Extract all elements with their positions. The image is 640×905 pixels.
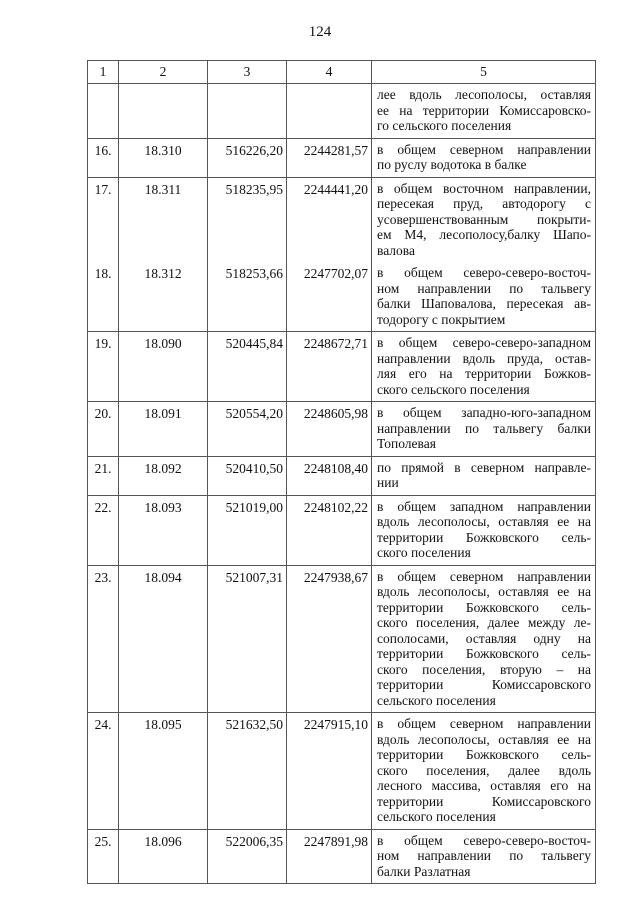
column-header-1: 1: [88, 61, 119, 84]
table-header-row: [88, 61, 596, 84]
coordinate-y: 2248605,98: [287, 402, 372, 457]
description-line: лее вдоль лесополосы, оставляя: [377, 87, 591, 102]
description-line: вдоль лесополосы, оставляя ее на: [377, 514, 591, 529]
point-id: 18.311: [119, 177, 208, 262]
description-line: в общем северо-северо-восточ-: [377, 832, 591, 848]
table-row: [88, 138, 596, 177]
point-id: 18.091: [119, 402, 208, 457]
table-row: [88, 456, 596, 495]
description-line: территории Божковского сель-: [377, 599, 591, 615]
point-id: 18.096: [119, 829, 208, 884]
description-line: сельского поселения: [377, 809, 496, 824]
point-id: 18.095: [119, 713, 208, 830]
coordinate-x: 522006,35: [208, 829, 287, 884]
coordinate-x: 516226,20: [208, 138, 287, 177]
table-row: [88, 332, 596, 402]
description-line: территории Комиссаровского: [377, 793, 591, 809]
description-line: ского поселения, далее вдоль: [377, 762, 591, 778]
description-line: направлении вдоль пруда, остав-: [377, 350, 591, 366]
description-line: тодорогу с покрытием: [377, 311, 506, 327]
row-number: 16.: [88, 138, 119, 177]
page-number: 124: [308, 24, 332, 40]
description-line: по руслу водотока в балке: [377, 157, 527, 172]
coordinate-x: 521007,31: [208, 565, 287, 713]
description-line: ем М4, лесополосу,балку Шапо-: [377, 227, 591, 242]
description-line: валова: [377, 242, 415, 258]
description-line: в общем западном направлении: [377, 498, 591, 514]
boundary-description: [372, 829, 596, 884]
table-row: [88, 402, 596, 457]
point-id: 18.093: [119, 495, 208, 565]
description-line: ном направлении по тальвегу: [377, 848, 591, 863]
coordinate-x: 520410,50: [208, 456, 287, 495]
description-line: в общем восточном направлении,: [377, 180, 591, 196]
row-number: 19.: [88, 332, 119, 402]
row-number: 20.: [88, 402, 119, 457]
description-line: нии: [377, 475, 399, 490]
description-line: в общем северо-северо-восточ-: [377, 265, 591, 280]
coordinate-y: 2248672,71: [287, 332, 372, 402]
coordinate-y: 2247915,10: [287, 713, 372, 830]
description-line: пересекая пруд, автодорогу с: [377, 196, 591, 211]
description-line: территории Комиссаровского: [377, 677, 591, 692]
description-line: вдоль лесополосы, оставляя ее на: [377, 584, 591, 599]
description-line: Тополевая: [377, 436, 436, 451]
coordinate-y: [287, 84, 372, 139]
boundary-description: [372, 565, 596, 713]
row-number: 24.: [88, 713, 119, 830]
coordinate-y: 2247891,98: [287, 829, 372, 884]
column-header-2: 2: [119, 61, 208, 84]
boundary-table: [87, 60, 596, 884]
row-number: 25.: [88, 829, 119, 884]
description-line: усовершенствованным покрыти-: [377, 211, 591, 227]
coordinate-y: 2244441,20: [287, 177, 372, 262]
boundary-description: [372, 262, 596, 332]
description-line: в общем северном направлении: [377, 716, 591, 731]
description-line: ского поселения: [377, 545, 471, 560]
description-line: го сельского поселения: [377, 118, 512, 133]
point-id: [119, 84, 208, 139]
boundary-description: [372, 495, 596, 565]
boundary-description: [372, 177, 596, 262]
description-line: направлении по тальвегу балки: [377, 420, 591, 436]
boundary-description: [372, 713, 596, 830]
row-number: 17.: [88, 177, 119, 262]
coordinate-x: 521632,50: [208, 713, 287, 830]
boundary-description: [372, 456, 596, 495]
coordinate-x: 518253,66: [208, 262, 287, 332]
row-number: 23.: [88, 565, 119, 713]
description-line: ляя его на территории Божков-: [377, 366, 591, 381]
table-row: [88, 495, 596, 565]
boundary-description: [372, 332, 596, 402]
description-line: территории Божковского сель-: [377, 747, 591, 762]
description-line: в общем северо-северо-западном: [377, 335, 591, 350]
boundary-description: [372, 84, 596, 139]
point-id: 18.090: [119, 332, 208, 402]
description-line: сополосами, оставляя одну на: [377, 630, 591, 646]
coordinate-y: 2248108,40: [287, 456, 372, 495]
column-header-4: 4: [287, 61, 372, 84]
description-line: ского сельского поселения: [377, 381, 530, 397]
row-number: 18.: [88, 262, 119, 332]
coordinate-x: 520445,84: [208, 332, 287, 402]
row-number: 21.: [88, 456, 119, 495]
description-line: территории Божковского сель-: [377, 529, 591, 545]
description-line: территории Божковского сель-: [377, 646, 591, 661]
description-line: в общем западно-юго-западном: [377, 405, 591, 420]
table-row: [88, 177, 596, 262]
coordinate-y: 2247938,67: [287, 565, 372, 713]
table-row: [88, 713, 596, 830]
row-number: [88, 84, 119, 139]
coordinate-y: 2247702,07: [287, 262, 372, 332]
description-line: сельского поселения: [377, 692, 496, 708]
coordinate-y: 2244281,57: [287, 138, 372, 177]
coordinate-x: 521019,00: [208, 495, 287, 565]
point-id: 18.092: [119, 456, 208, 495]
description-line: балки Разлатная: [377, 863, 471, 879]
description-line: по прямой в северном направле-: [377, 459, 591, 475]
column-header-3: 3: [208, 61, 287, 84]
description-line: в общем северном направлении: [377, 568, 591, 584]
coordinate-x: 518235,95: [208, 177, 287, 262]
table-row: [88, 565, 596, 713]
description-line: ского поселения, далее между ле-: [377, 615, 591, 630]
table-row: [88, 262, 596, 332]
description-line: вдоль лесополосы, оставляя ее на: [377, 731, 591, 747]
coordinate-x: [208, 84, 287, 139]
point-id: 18.310: [119, 138, 208, 177]
table-body: [88, 61, 596, 884]
point-id: 18.312: [119, 262, 208, 332]
description-line: ее на территории Комиссаровско-: [377, 102, 591, 118]
table-row: [88, 829, 596, 884]
description-line: балки Шаповалова, пересекая ав-: [377, 296, 591, 311]
table-row: [88, 84, 596, 139]
point-id: 18.094: [119, 565, 208, 713]
coordinate-x: 520554,20: [208, 402, 287, 457]
description-line: ном направлении по тальвегу: [377, 280, 591, 296]
description-line: ского поселения, вторую – на: [377, 661, 591, 677]
boundary-description: [372, 402, 596, 457]
boundary-description: [372, 138, 596, 177]
row-number: 22.: [88, 495, 119, 565]
description-line: лесного массива, оставляя его на: [377, 778, 591, 793]
column-header-5: 5: [372, 61, 596, 84]
coordinate-y: 2248102,22: [287, 495, 372, 565]
description-line: в общем северном направлении: [377, 141, 591, 157]
